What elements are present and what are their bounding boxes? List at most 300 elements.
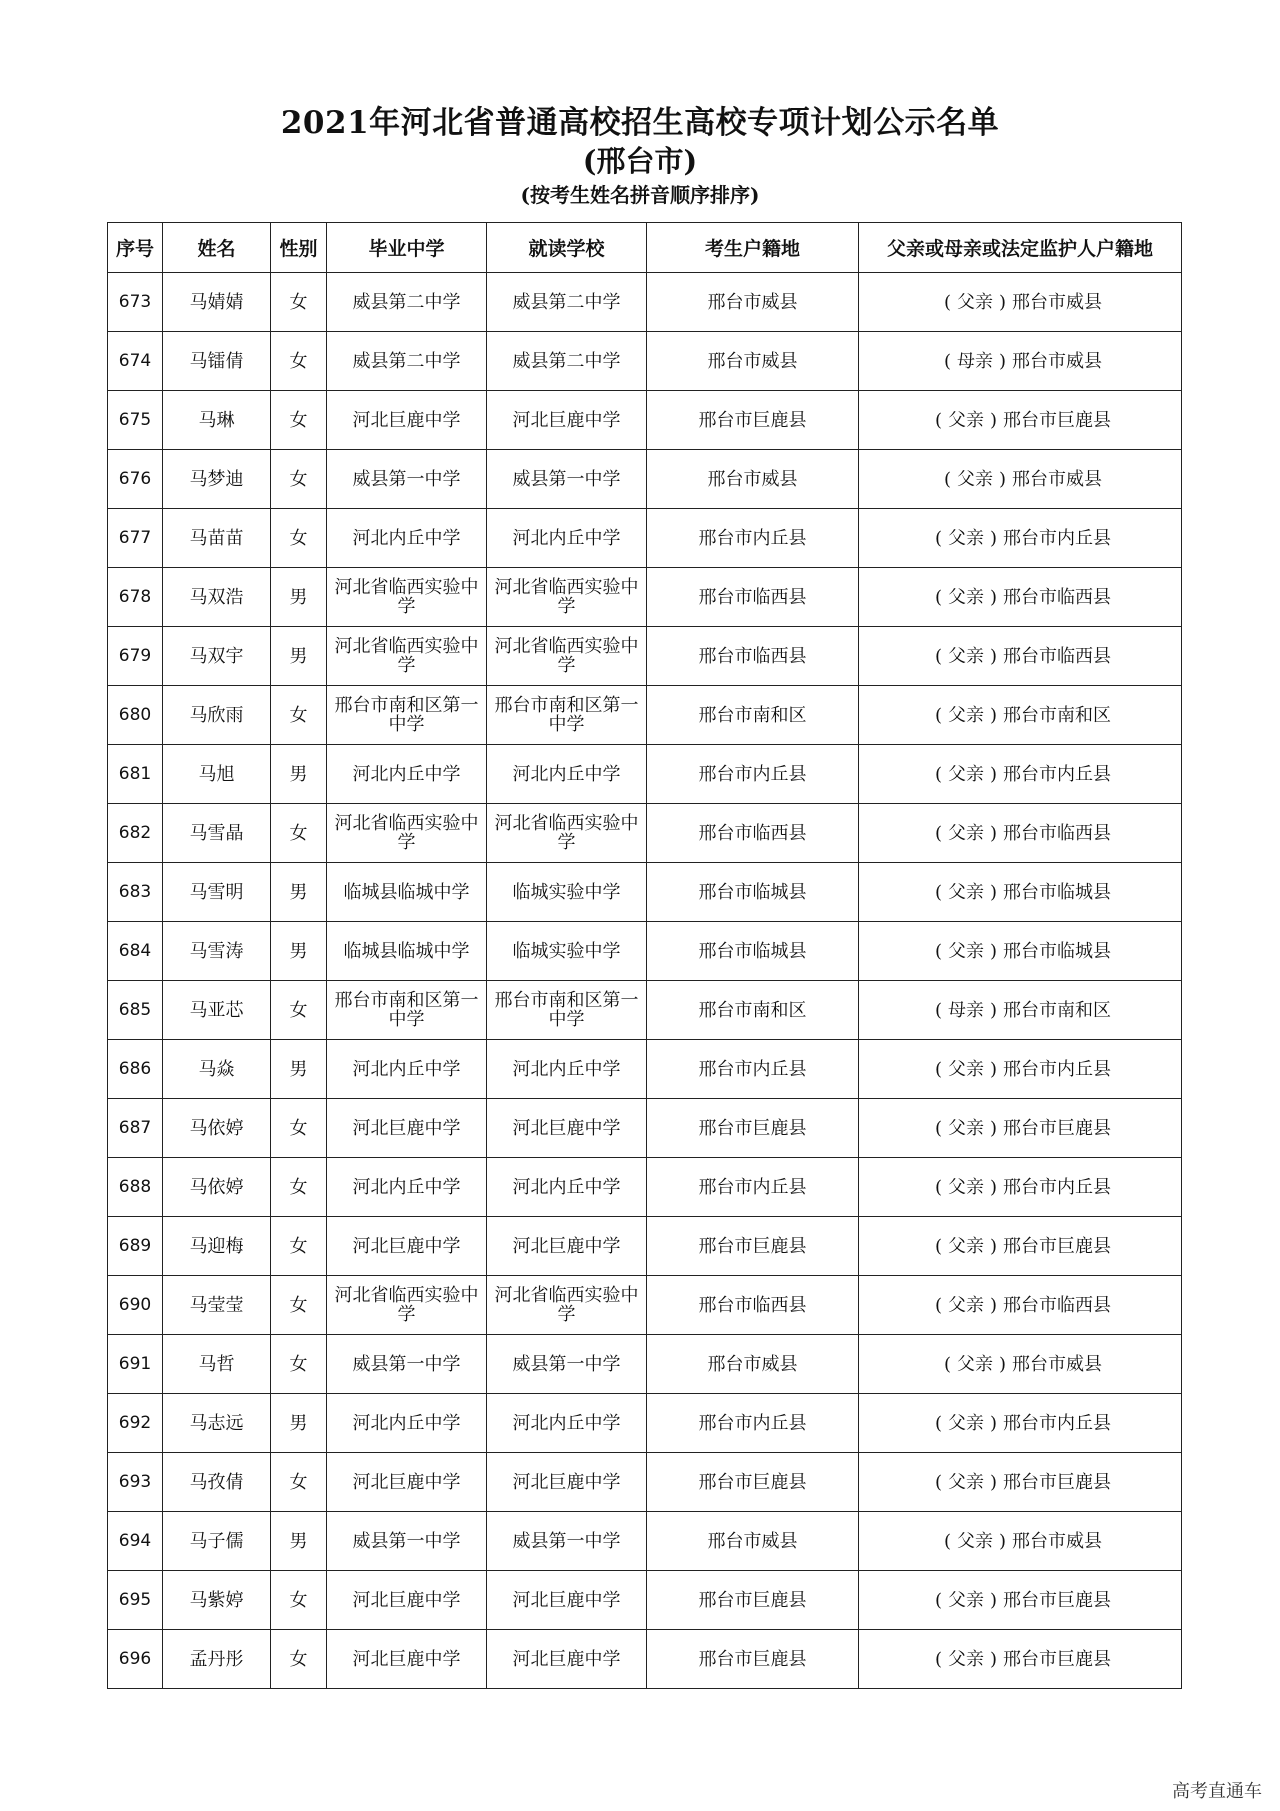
cell-residence: 邢台市内丘县 — [647, 509, 859, 568]
cell-no: 687 — [108, 1099, 163, 1158]
cell-current-school: 威县第一中学 — [487, 450, 647, 509]
document-title: 2021年河北省普通高校招生高校专项计划公示名单 — [280, 105, 1000, 141]
cell-gender: 男 — [271, 568, 327, 627]
guardian-residence: 邢台市临西县 — [1003, 1294, 1112, 1316]
cell-gender: 男 — [271, 1512, 327, 1571]
cell-residence: 邢台市巨鹿县 — [647, 1630, 859, 1689]
cell-name: 马双宇 — [163, 627, 271, 686]
sort-note: (按考生姓名拼音顺序排序) — [520, 183, 760, 207]
cell-grad-school: 河北省临西实验中学 — [327, 627, 487, 686]
close-paren: ) — [990, 1235, 998, 1257]
cell-guardian — [859, 1453, 1182, 1512]
cell-no: 691 — [108, 1335, 163, 1394]
cell-name: 马志远 — [163, 1394, 271, 1453]
cell-grad-school: 河北巨鹿中学 — [327, 1099, 487, 1158]
cell-grad-school: 临城县临城中学 — [327, 863, 487, 922]
open-paren: ( — [943, 291, 951, 313]
table-row — [108, 450, 1182, 509]
cell-name: 马孜倩 — [163, 1453, 271, 1512]
guardian-residence: 邢台市南和区 — [1003, 999, 1112, 1021]
cell-gender: 女 — [271, 1217, 327, 1276]
table-row — [108, 1335, 1182, 1394]
cell-current-school: 河北内丘中学 — [487, 1158, 647, 1217]
cell-residence: 邢台市威县 — [647, 1512, 859, 1571]
cell-gender: 女 — [271, 1630, 327, 1689]
open-paren: ( — [934, 586, 942, 608]
cell-gender: 男 — [271, 745, 327, 804]
cell-grad-school: 邢台市南和区第一中学 — [327, 686, 487, 745]
open-paren: ( — [934, 940, 942, 962]
cell-grad-school: 河北省临西实验中学 — [327, 568, 487, 627]
open-paren: ( — [943, 468, 951, 490]
cell-guardian — [859, 273, 1182, 332]
cell-no: 677 — [108, 509, 163, 568]
cell-name: 马苗苗 — [163, 509, 271, 568]
cell-current-school: 威县第二中学 — [487, 273, 647, 332]
cell-no: 674 — [108, 332, 163, 391]
cell-residence: 邢台市南和区 — [647, 981, 859, 1040]
cell-guardian — [859, 1630, 1182, 1689]
table-row — [108, 273, 1182, 332]
cell-name: 马琳 — [163, 391, 271, 450]
guardian-residence: 邢台市临西县 — [1003, 586, 1112, 608]
cell-residence: 邢台市威县 — [647, 1335, 859, 1394]
cell-current-school: 河北巨鹿中学 — [487, 391, 647, 450]
cell-residence: 邢台市巨鹿县 — [647, 1571, 859, 1630]
cell-guardian — [859, 981, 1182, 1040]
cell-residence: 邢台市巨鹿县 — [647, 1453, 859, 1512]
open-paren: ( — [934, 1648, 942, 1670]
table-row — [108, 627, 1182, 686]
cell-grad-school: 河北省临西实验中学 — [327, 804, 487, 863]
close-paren: ) — [999, 291, 1007, 313]
cell-residence: 邢台市威县 — [647, 332, 859, 391]
guardian-residence: 邢台市临城县 — [1003, 940, 1112, 962]
cell-name: 马依婷 — [163, 1158, 271, 1217]
guardian-type: 父亲 — [948, 586, 984, 608]
cell-grad-school: 临城县临城中学 — [327, 922, 487, 981]
cell-name: 马欣雨 — [163, 686, 271, 745]
open-paren: ( — [934, 1294, 942, 1316]
open-paren: ( — [943, 350, 951, 372]
table-row — [108, 1453, 1182, 1512]
cell-no: 682 — [108, 804, 163, 863]
cell-grad-school: 河北巨鹿中学 — [327, 1217, 487, 1276]
table-row — [108, 1099, 1182, 1158]
cell-gender: 男 — [271, 1040, 327, 1099]
guardian-type: 父亲 — [948, 1648, 984, 1670]
close-paren: ) — [999, 350, 1007, 372]
open-paren: ( — [934, 1235, 942, 1257]
cell-gender: 女 — [271, 273, 327, 332]
table-row — [108, 509, 1182, 568]
cell-guardian — [859, 1099, 1182, 1158]
document-subtitle: (邢台市) — [582, 144, 698, 178]
table-row — [108, 922, 1182, 981]
cell-current-school: 威县第一中学 — [487, 1335, 647, 1394]
cell-no: 690 — [108, 1276, 163, 1335]
guardian-type: 父亲 — [948, 763, 984, 785]
cell-current-school: 邢台市南和区第一中学 — [487, 686, 647, 745]
guardian-residence: 邢台市临西县 — [1003, 822, 1112, 844]
cell-name: 马雪晶 — [163, 804, 271, 863]
cell-residence: 邢台市南和区 — [647, 686, 859, 745]
close-paren: ) — [990, 1176, 998, 1198]
guardian-type: 父亲 — [948, 1176, 984, 1198]
cell-residence: 邢台市临西县 — [647, 804, 859, 863]
close-paren: ) — [990, 409, 998, 431]
cell-current-school: 河北巨鹿中学 — [487, 1217, 647, 1276]
cell-no: 696 — [108, 1630, 163, 1689]
cell-residence: 邢台市临西县 — [647, 627, 859, 686]
cell-no: 673 — [108, 273, 163, 332]
guardian-residence: 邢台市内丘县 — [1003, 527, 1112, 549]
cell-guardian — [859, 1394, 1182, 1453]
cell-residence: 邢台市威县 — [647, 273, 859, 332]
guardian-type: 父亲 — [948, 1058, 984, 1080]
cell-gender: 女 — [271, 1453, 327, 1512]
table-row — [108, 1571, 1182, 1630]
open-paren: ( — [934, 1589, 942, 1611]
cell-grad-school: 威县第二中学 — [327, 332, 487, 391]
guardian-type: 父亲 — [957, 291, 993, 313]
cell-residence: 邢台市内丘县 — [647, 1040, 859, 1099]
cell-name: 马紫婷 — [163, 1571, 271, 1630]
cell-guardian — [859, 391, 1182, 450]
cell-no: 676 — [108, 450, 163, 509]
cell-residence: 邢台市临西县 — [647, 568, 859, 627]
cell-no: 680 — [108, 686, 163, 745]
cell-current-school: 河北内丘中学 — [487, 1394, 647, 1453]
cell-name: 马双浩 — [163, 568, 271, 627]
header-residence: 考生户籍地 — [647, 223, 859, 273]
cell-grad-school: 河北省临西实验中学 — [327, 1276, 487, 1335]
cell-guardian — [859, 1158, 1182, 1217]
cell-grad-school: 河北内丘中学 — [327, 1394, 487, 1453]
cell-guardian — [859, 1571, 1182, 1630]
cell-gender: 女 — [271, 1158, 327, 1217]
guardian-type: 母亲 — [957, 350, 993, 372]
cell-gender: 男 — [271, 863, 327, 922]
guardian-type: 父亲 — [957, 468, 993, 490]
guardian-residence: 邢台市巨鹿县 — [1003, 409, 1112, 431]
close-paren: ) — [990, 763, 998, 785]
table-row — [108, 1217, 1182, 1276]
guardian-type: 父亲 — [948, 881, 984, 903]
cell-guardian — [859, 863, 1182, 922]
cell-gender: 男 — [271, 1394, 327, 1453]
guardian-type: 父亲 — [957, 1530, 993, 1552]
guardian-type: 母亲 — [948, 999, 984, 1021]
table-row — [108, 1394, 1182, 1453]
guardian-residence: 邢台市威县 — [1012, 350, 1103, 372]
open-paren: ( — [934, 881, 942, 903]
guardian-type: 父亲 — [948, 645, 984, 667]
cell-gender: 女 — [271, 1571, 327, 1630]
open-paren: ( — [934, 1117, 942, 1139]
cell-gender: 男 — [271, 627, 327, 686]
open-paren: ( — [934, 999, 942, 1021]
cell-gender: 女 — [271, 332, 327, 391]
watermark: 高考直通车 — [1172, 1781, 1262, 1802]
close-paren: ) — [990, 881, 998, 903]
cell-gender: 女 — [271, 686, 327, 745]
cell-residence: 邢台市内丘县 — [647, 745, 859, 804]
guardian-residence: 邢台市临西县 — [1003, 645, 1112, 667]
guardian-residence: 邢台市内丘县 — [1003, 1176, 1112, 1198]
close-paren: ) — [990, 1412, 998, 1434]
cell-current-school: 河北巨鹿中学 — [487, 1571, 647, 1630]
guardian-residence: 邢台市巨鹿县 — [1003, 1589, 1112, 1611]
cell-residence: 邢台市巨鹿县 — [647, 391, 859, 450]
close-paren: ) — [990, 940, 998, 962]
close-paren: ) — [990, 704, 998, 726]
cell-name: 马亚芯 — [163, 981, 271, 1040]
open-paren: ( — [934, 704, 942, 726]
cell-name: 孟丹彤 — [163, 1630, 271, 1689]
close-paren: ) — [990, 822, 998, 844]
cell-grad-school: 河北内丘中学 — [327, 509, 487, 568]
close-paren: ) — [990, 1471, 998, 1493]
cell-gender: 女 — [271, 804, 327, 863]
guardian-type: 父亲 — [948, 704, 984, 726]
table-row — [108, 804, 1182, 863]
cell-gender: 男 — [271, 922, 327, 981]
cell-no: 683 — [108, 863, 163, 922]
cell-no: 675 — [108, 391, 163, 450]
cell-grad-school: 河北巨鹿中学 — [327, 1453, 487, 1512]
cell-grad-school: 威县第一中学 — [327, 1512, 487, 1571]
cell-guardian — [859, 1217, 1182, 1276]
table-row — [108, 568, 1182, 627]
header-no: 序号 — [108, 223, 163, 273]
guardian-residence: 邢台市临城县 — [1003, 881, 1112, 903]
cell-guardian — [859, 1512, 1182, 1571]
table-row — [108, 391, 1182, 450]
cell-gender: 女 — [271, 391, 327, 450]
cell-guardian — [859, 804, 1182, 863]
cell-guardian — [859, 568, 1182, 627]
guardian-type: 父亲 — [948, 1589, 984, 1611]
header-gender: 性别 — [271, 223, 327, 273]
cell-grad-school: 河北内丘中学 — [327, 745, 487, 804]
cell-no: 693 — [108, 1453, 163, 1512]
cell-guardian — [859, 1040, 1182, 1099]
cell-name: 马雪涛 — [163, 922, 271, 981]
cell-name: 马迎梅 — [163, 1217, 271, 1276]
cell-gender: 女 — [271, 981, 327, 1040]
cell-guardian — [859, 627, 1182, 686]
roster-table — [107, 222, 1182, 1689]
header-guardian-residence: 父亲或母亲或法定监护人户籍地 — [859, 223, 1182, 273]
open-paren: ( — [934, 1412, 942, 1434]
guardian-type: 父亲 — [948, 1117, 984, 1139]
cell-no: 689 — [108, 1217, 163, 1276]
cell-guardian — [859, 1276, 1182, 1335]
cell-residence: 邢台市临西县 — [647, 1276, 859, 1335]
cell-grad-school: 河北内丘中学 — [327, 1040, 487, 1099]
close-paren: ) — [990, 1058, 998, 1080]
cell-gender: 女 — [271, 1335, 327, 1394]
close-paren: ) — [990, 1294, 998, 1316]
open-paren: ( — [934, 645, 942, 667]
cell-current-school: 河北省临西实验中学 — [487, 627, 647, 686]
open-paren: ( — [934, 1471, 942, 1493]
table-row — [108, 1276, 1182, 1335]
open-paren: ( — [934, 1176, 942, 1198]
open-paren: ( — [943, 1530, 951, 1552]
cell-gender: 女 — [271, 450, 327, 509]
cell-no: 681 — [108, 745, 163, 804]
cell-current-school: 临城实验中学 — [487, 863, 647, 922]
open-paren: ( — [934, 409, 942, 431]
cell-current-school: 河北内丘中学 — [487, 509, 647, 568]
table-body — [108, 273, 1182, 1689]
guardian-type: 父亲 — [948, 1294, 984, 1316]
cell-residence: 邢台市内丘县 — [647, 1394, 859, 1453]
table-row — [108, 1512, 1182, 1571]
guardian-residence: 邢台市南和区 — [1003, 704, 1112, 726]
cell-current-school: 河北省临西实验中学 — [487, 804, 647, 863]
cell-residence: 邢台市巨鹿县 — [647, 1217, 859, 1276]
cell-residence: 邢台市内丘县 — [647, 1158, 859, 1217]
cell-current-school: 河北巨鹿中学 — [487, 1099, 647, 1158]
cell-name: 马焱 — [163, 1040, 271, 1099]
cell-current-school: 河北内丘中学 — [487, 745, 647, 804]
cell-grad-school: 河北巨鹿中学 — [327, 1571, 487, 1630]
guardian-residence: 邢台市巨鹿县 — [1003, 1117, 1112, 1139]
table-row — [108, 745, 1182, 804]
cell-no: 685 — [108, 981, 163, 1040]
guardian-type: 父亲 — [948, 1235, 984, 1257]
cell-no: 688 — [108, 1158, 163, 1217]
header-grad-school: 毕业中学 — [327, 223, 487, 273]
cell-gender: 女 — [271, 1099, 327, 1158]
close-paren: ) — [999, 1353, 1007, 1375]
guardian-residence: 邢台市内丘县 — [1003, 1058, 1112, 1080]
cell-guardian — [859, 450, 1182, 509]
close-paren: ) — [990, 999, 998, 1021]
guardian-type: 父亲 — [957, 1353, 993, 1375]
guardian-type: 父亲 — [948, 1412, 984, 1434]
cell-grad-school: 河北巨鹿中学 — [327, 1630, 487, 1689]
guardian-residence: 邢台市威县 — [1012, 1530, 1103, 1552]
guardian-residence: 邢台市巨鹿县 — [1003, 1235, 1112, 1257]
cell-no: 695 — [108, 1571, 163, 1630]
open-paren: ( — [934, 527, 942, 549]
open-paren: ( — [934, 1058, 942, 1080]
table-row — [108, 332, 1182, 391]
cell-name: 马哲 — [163, 1335, 271, 1394]
header-current-school: 就读学校 — [487, 223, 647, 273]
cell-guardian — [859, 332, 1182, 391]
cell-grad-school: 威县第一中学 — [327, 1335, 487, 1394]
cell-guardian — [859, 922, 1182, 981]
guardian-type: 父亲 — [948, 409, 984, 431]
guardian-type: 父亲 — [948, 1471, 984, 1493]
close-paren: ) — [990, 1589, 998, 1611]
cell-current-school: 河北省临西实验中学 — [487, 1276, 647, 1335]
guardian-type: 父亲 — [948, 527, 984, 549]
close-paren: ) — [990, 1117, 998, 1139]
cell-name: 马雪明 — [163, 863, 271, 922]
cell-name: 马莹莹 — [163, 1276, 271, 1335]
cell-name: 马梦迪 — [163, 450, 271, 509]
cell-no: 692 — [108, 1394, 163, 1453]
cell-gender: 女 — [271, 1276, 327, 1335]
cell-residence: 邢台市巨鹿县 — [647, 1099, 859, 1158]
cell-current-school: 邢台市南和区第一中学 — [487, 981, 647, 1040]
guardian-residence: 邢台市威县 — [1012, 1353, 1103, 1375]
cell-grad-school: 威县第一中学 — [327, 450, 487, 509]
close-paren: ) — [990, 586, 998, 608]
open-paren: ( — [934, 763, 942, 785]
cell-guardian — [859, 509, 1182, 568]
close-paren: ) — [999, 1530, 1007, 1552]
table-row — [108, 686, 1182, 745]
cell-gender: 女 — [271, 509, 327, 568]
open-paren: ( — [934, 822, 942, 844]
close-paren: ) — [990, 527, 998, 549]
cell-guardian — [859, 745, 1182, 804]
cell-no: 679 — [108, 627, 163, 686]
cell-current-school: 临城实验中学 — [487, 922, 647, 981]
guardian-residence: 邢台市内丘县 — [1003, 763, 1112, 785]
cell-current-school: 威县第一中学 — [487, 1512, 647, 1571]
table-header-row — [108, 223, 1182, 273]
cell-current-school: 河北巨鹿中学 — [487, 1630, 647, 1689]
table-row — [108, 1158, 1182, 1217]
cell-name: 马婧婧 — [163, 273, 271, 332]
table-row — [108, 1630, 1182, 1689]
cell-residence: 邢台市临城县 — [647, 922, 859, 981]
guardian-residence: 邢台市巨鹿县 — [1003, 1648, 1112, 1670]
cell-name: 马子儒 — [163, 1512, 271, 1571]
guardian-type: 父亲 — [948, 940, 984, 962]
cell-current-school: 河北内丘中学 — [487, 1040, 647, 1099]
guardian-residence: 邢台市威县 — [1012, 468, 1103, 490]
guardian-residence: 邢台市内丘县 — [1003, 1412, 1112, 1434]
close-paren: ) — [990, 645, 998, 667]
cell-current-school: 威县第二中学 — [487, 332, 647, 391]
header-name: 姓名 — [163, 223, 271, 273]
cell-no: 694 — [108, 1512, 163, 1571]
cell-current-school: 河北巨鹿中学 — [487, 1453, 647, 1512]
cell-grad-school: 河北内丘中学 — [327, 1158, 487, 1217]
guardian-residence: 邢台市威县 — [1012, 291, 1103, 313]
cell-guardian — [859, 686, 1182, 745]
cell-no: 678 — [108, 568, 163, 627]
cell-no: 686 — [108, 1040, 163, 1099]
cell-guardian — [859, 1335, 1182, 1394]
cell-grad-school: 威县第二中学 — [327, 273, 487, 332]
cell-grad-school: 河北巨鹿中学 — [327, 391, 487, 450]
table-row — [108, 1040, 1182, 1099]
open-paren: ( — [943, 1353, 951, 1375]
guardian-type: 父亲 — [948, 822, 984, 844]
close-paren: ) — [990, 1648, 998, 1670]
cell-name: 马依婷 — [163, 1099, 271, 1158]
table-row — [108, 981, 1182, 1040]
cell-no: 684 — [108, 922, 163, 981]
cell-name: 马旭 — [163, 745, 271, 804]
cell-residence: 邢台市威县 — [647, 450, 859, 509]
cell-current-school: 河北省临西实验中学 — [487, 568, 647, 627]
cell-name: 马镭倩 — [163, 332, 271, 391]
cell-residence: 邢台市临城县 — [647, 863, 859, 922]
table-row — [108, 863, 1182, 922]
guardian-residence: 邢台市巨鹿县 — [1003, 1471, 1112, 1493]
